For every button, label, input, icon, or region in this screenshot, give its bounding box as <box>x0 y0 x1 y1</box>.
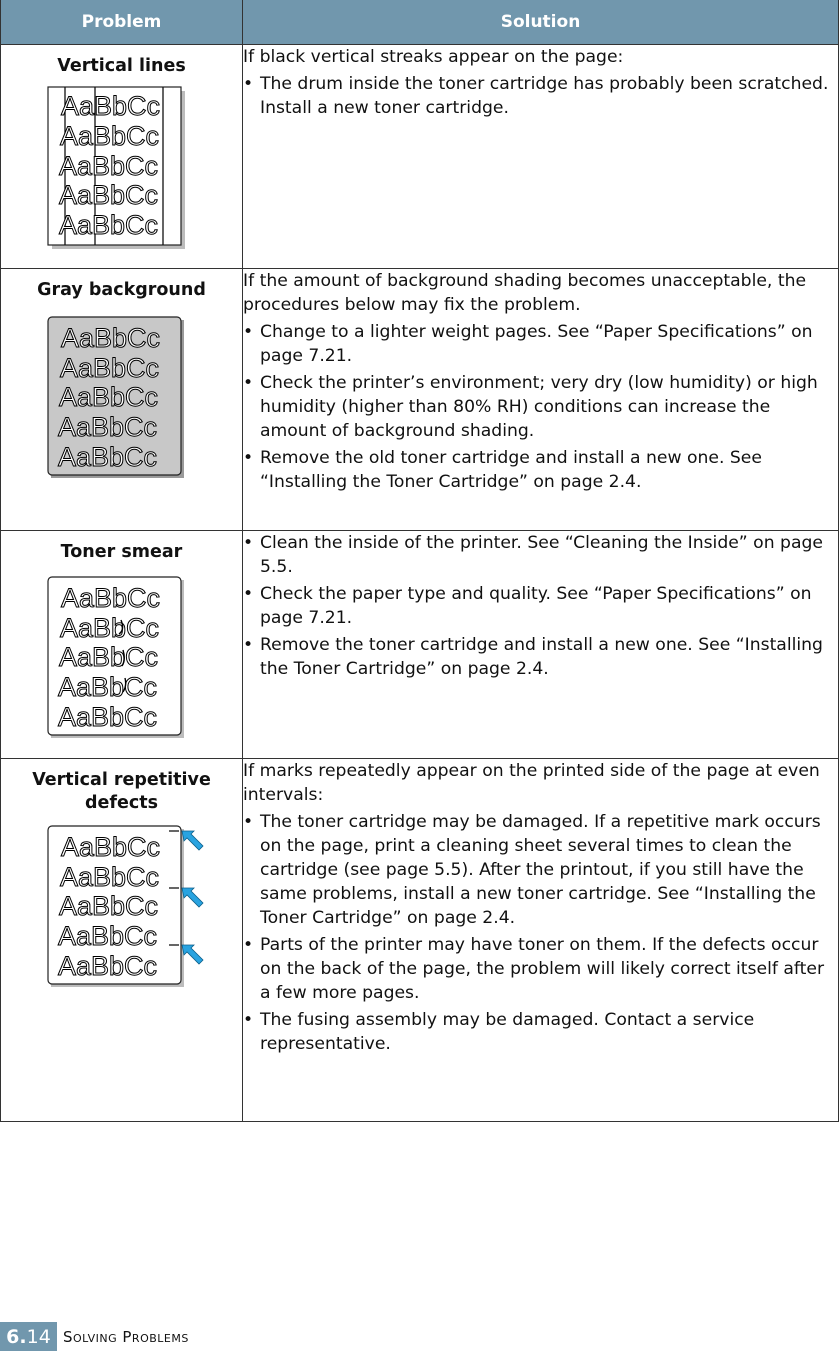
sample-text: AaBbCc <box>59 151 159 181</box>
sample-text: AaBbCc <box>59 382 159 412</box>
solution-bullet: • The fusing assembly may be damaged. Contact a service representative. <box>243 1010 755 1054</box>
solution-cell <box>243 45 839 269</box>
arrow-icon <box>182 945 203 964</box>
vertical-lines-illustration <box>47 86 187 252</box>
solution-bullet: • Remove the toner cartridge and install a new one. See “Installing the Toner Cartridge” on page 2.4. <box>243 635 823 679</box>
arrow-icon <box>182 888 203 907</box>
sample-text: AaBbCc <box>61 583 161 613</box>
sample-text: AaBbCc <box>58 921 158 951</box>
page-footer <box>0 1322 300 1351</box>
problem-cell <box>1 45 243 269</box>
table-row-vertical-lines <box>1 45 839 269</box>
problem-title: Vertical lines <box>57 56 186 76</box>
sample-text: AaBbCc <box>58 951 158 981</box>
page-number: 6. 14 <box>0 1322 57 1351</box>
sample-text: AaBbCc <box>61 832 161 862</box>
toner-smear-illustration <box>47 576 187 742</box>
solution-bullet: • Clean the inside of the printer. See “Cleaning the Inside” on page 5.5. <box>243 533 823 577</box>
problem-cell <box>1 531 243 759</box>
sample-text: AaBbCc <box>58 412 158 442</box>
sample-text: AaBbCc <box>59 891 159 921</box>
sample-text: AaBbCc <box>59 180 159 210</box>
sample-text: AaBbCc <box>59 210 159 240</box>
sample-text: AaBbCc <box>58 702 158 732</box>
sample-text: AaBbCc <box>60 121 160 151</box>
problem-cell <box>1 759 243 1122</box>
solution-bullet: • The toner cartridge may be damaged. If a repetitive mark occurs on the page, print a cleaning sheet several times to clean the cartridge (see page 5.5). After the printout, if you still have the same problems, install a new toner cartridge. See “Installing the Toner Cartridge” on page 2.4. <box>243 812 821 928</box>
problem-column-header: Problem <box>1 0 243 45</box>
sample-text: AaBbCc <box>58 442 158 472</box>
problem-cell <box>1 269 243 531</box>
solution-intro: If black vertical streaks appear on the page: <box>243 47 624 67</box>
solution-cell <box>243 269 839 531</box>
gray-background-illustration <box>47 316 187 482</box>
solution-bullet: • The drum inside the toner cartridge has probably been scratched. Install a new toner cartridge. <box>243 74 829 118</box>
problem-title: Vertical repetitive defects <box>32 770 211 813</box>
table-row-vertical-repetitive-defects <box>1 759 839 1122</box>
table-header-row <box>1 0 839 45</box>
problem-title: Gray background <box>37 280 206 300</box>
solution-bullet: • Parts of the printer may have toner on them. If the defects occur on the back of the page, the problem will likely correct itself after a few more pages. <box>243 935 825 1003</box>
problem-title: Toner smear <box>60 542 183 562</box>
solution-intro: If marks repeatedly appear on the printed side of the page at even intervals: <box>243 761 820 805</box>
sample-text: AaBbCc <box>61 91 161 121</box>
arrow-icon <box>182 831 203 850</box>
solution-bullet: • Remove the old toner cartridge and install a new one. See “Installing the Toner Cartridge” on page 2.4. <box>243 448 762 492</box>
sample-text: AaBbCc <box>61 323 161 353</box>
table-row-toner-smear <box>1 531 839 759</box>
sample-text: AaBbCc <box>58 672 158 702</box>
solution-intro: If the amount of background shading becomes unacceptable, the procedures below may fix the problem. <box>243 271 807 315</box>
solution-bullet: • Check the printer’s environment; very dry (low humidity) or high humidity (higher than 80% RH) conditions can increase the amount of background shading. <box>243 373 818 441</box>
solution-bullet: • Change to a lighter weight pages. See “Paper Specifications” on page 7.21. <box>243 322 813 366</box>
section-title: Solving Problems <box>63 1327 189 1346</box>
sample-text: AaBbCc <box>60 613 160 643</box>
table-row-gray-background <box>1 269 839 531</box>
sample-text: AaBbCc <box>60 862 160 892</box>
sample-text: AaBbCc <box>59 642 159 672</box>
vertical-repetitive-defects-illustration <box>47 825 207 991</box>
solution-cell <box>243 531 839 759</box>
solution-cell <box>243 759 839 1122</box>
sample-text: AaBbCc <box>60 353 160 383</box>
solution-column-header: Solution <box>243 0 839 45</box>
solution-bullet: • Check the paper type and quality. See “Paper Specifications” on page 7.21. <box>243 584 812 628</box>
